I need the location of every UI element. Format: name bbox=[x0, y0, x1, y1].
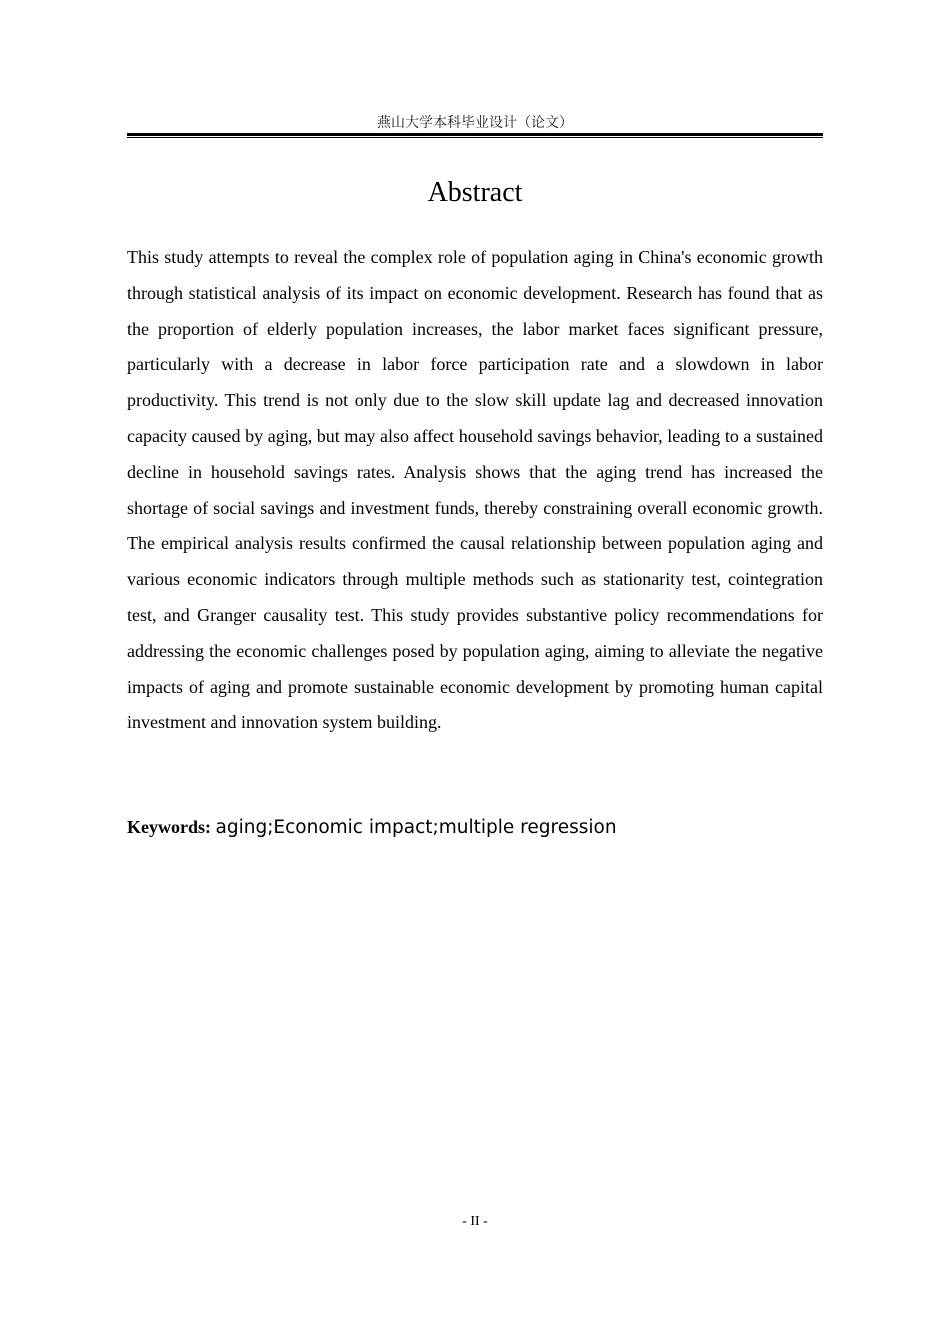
keywords-value: aging;Economic impact;multiple regression bbox=[215, 817, 617, 838]
header-rule-thick bbox=[127, 133, 823, 136]
keywords-label: Keywords: bbox=[127, 817, 211, 837]
keywords-line bbox=[127, 812, 823, 843]
abstract-title: Abstract bbox=[427, 177, 523, 208]
abstract-body: This study attempts to reveal the complex role of population aging in China's economic growth through statistical analysis of its impact on economic development. Research has found that as the proportion of elderly population increases, the labor market faces significant pressure, particularly with a decrease in labor force participation rate and a slowdown in labor productivity. This trend is not only due to the slow skill update lag and decreased innovation capacity caused by aging, but may also affect household savings behavior, leading to a sustained decline in household savings rates. Analysis shows that the aging trend has increased the shortage of social savings and investment funds, thereby constraining overall economic growth. The empirical analysis results confirmed the causal relationship between population aging and various economic indicators through multiple methods such as stationarity test, cointegration test, and Granger causality test. This study provides substantive policy recommendations for addressing the economic challenges posed by population aging, aiming to alleviate the negative impacts of aging and promote sustainable economic development by promoting human capital investment and innovation system building. bbox=[127, 247, 823, 733]
header-rule-thin bbox=[127, 137, 823, 138]
page-number: - II - bbox=[462, 1214, 488, 1229]
running-header: 燕山大学本科毕业设计（论文） bbox=[377, 115, 573, 131]
